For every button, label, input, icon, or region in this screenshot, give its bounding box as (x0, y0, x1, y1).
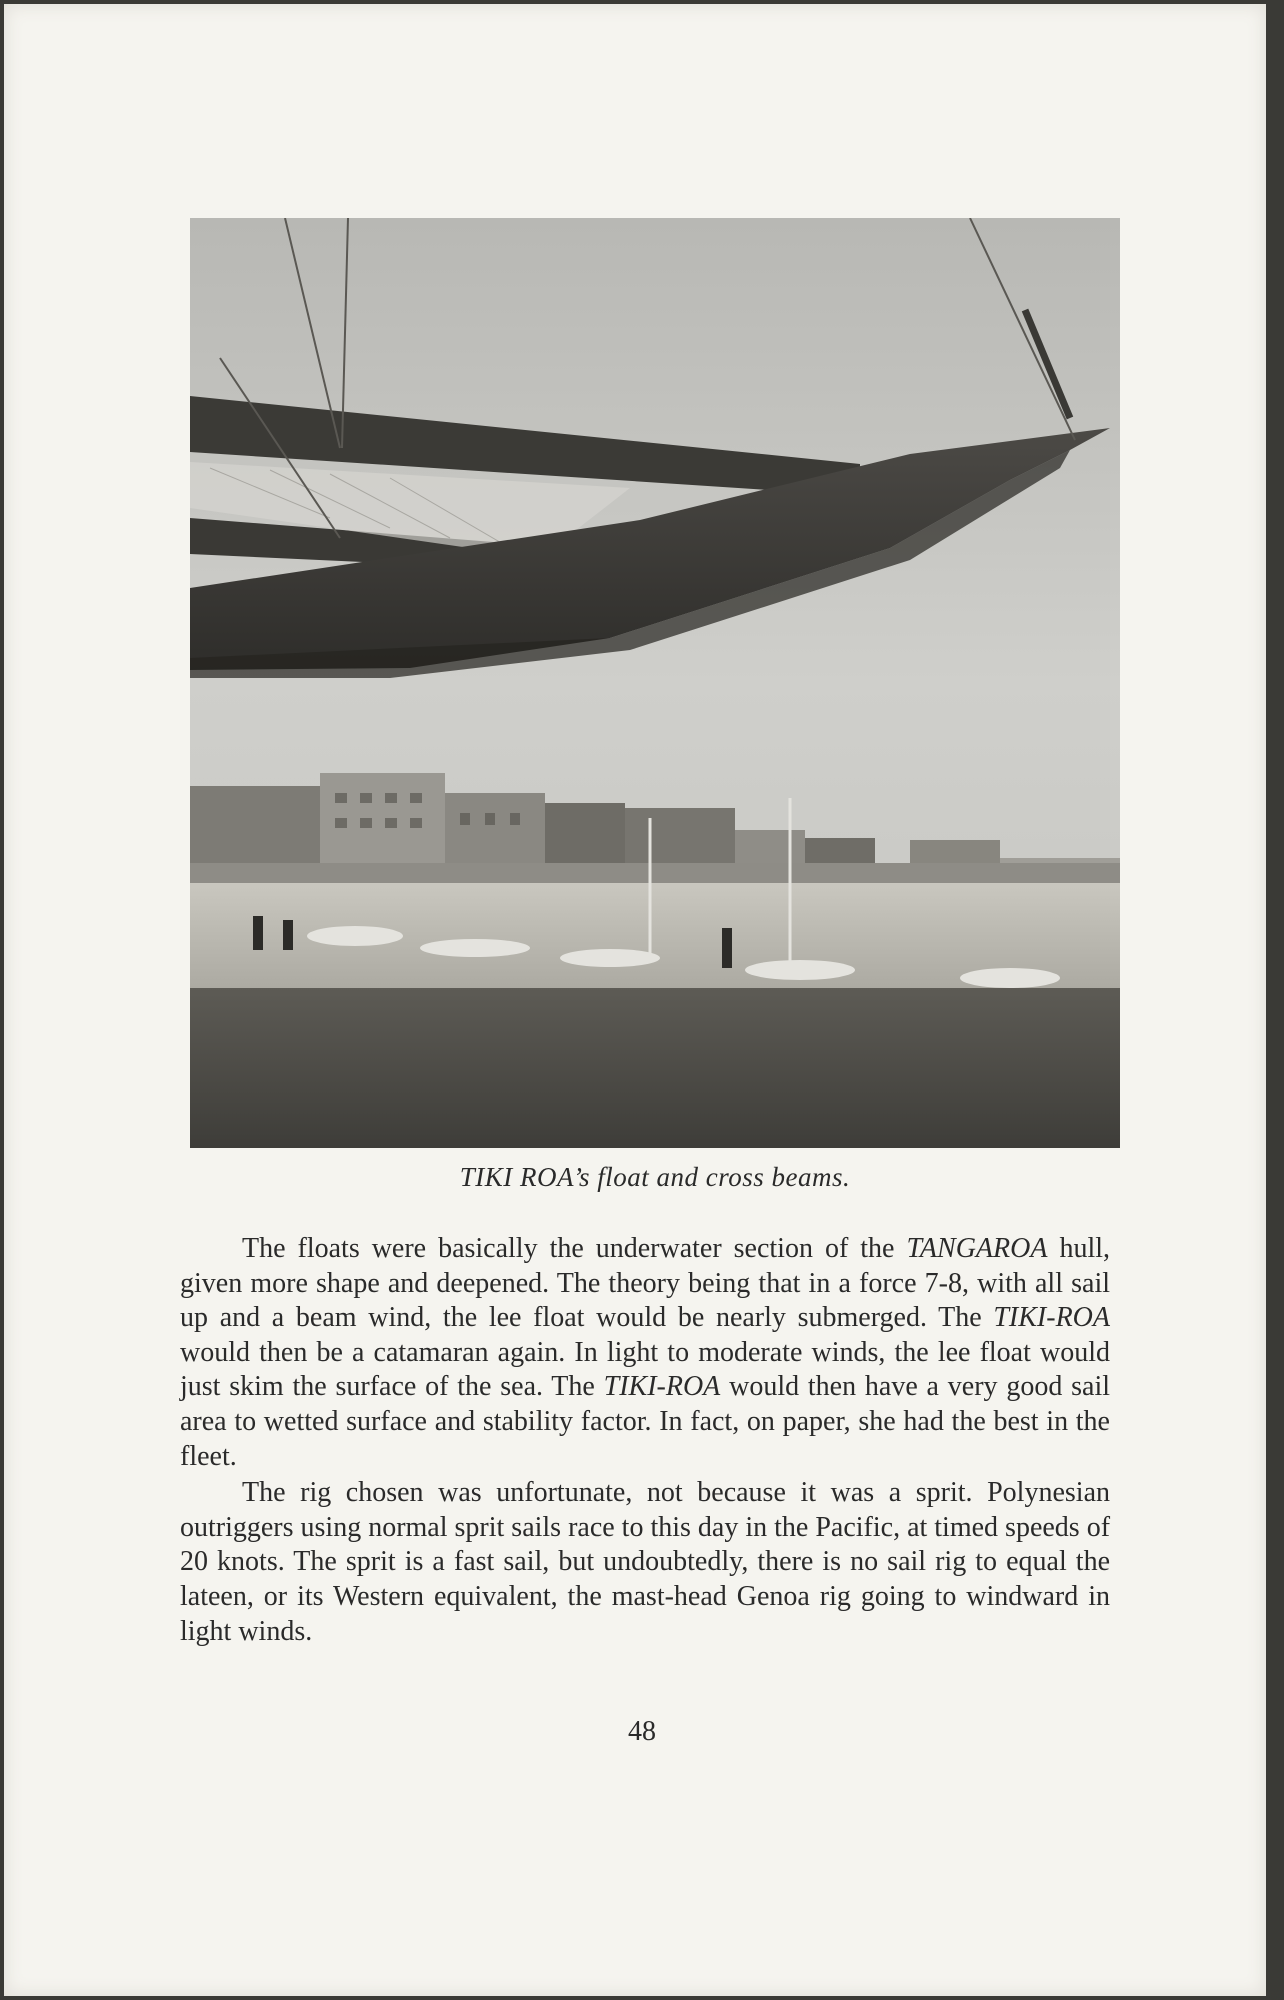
paragraph-text: would then be a catamaran again. In light to moderate winds, the lee float would just skim the surface of the sea. The (180, 1336, 1110, 1403)
photo-caption (190, 1162, 1120, 1193)
caption-text: ’s float and cross beams. (572, 1162, 851, 1192)
paragraph-text: The floats were basically the underwater section of the (242, 1233, 907, 1264)
paragraph-text: would then have a very good sail area to wetted surface and stability factor. In fact, on paper, she had the best in the fleet. (180, 1371, 1110, 1472)
vessel-name: TANGAROA (906, 1233, 1048, 1264)
caption-vessel-name: TIKI ROA (459, 1162, 573, 1192)
vessel-name: TIKI-ROA (603, 1371, 721, 1403)
page-number: 48 (628, 1716, 656, 1747)
body-text (180, 1232, 1110, 1649)
paragraph-rig: The rig chosen was unfortunate, not because it was a sprit. Polynesian outriggers using normal sprit sails race to this day in the Pacific, at timed speeds of 20 knots. The sprit is a fast sail, but undoubtedly, there is no sail rig to equal the lateen, or its Western equivalent, the mast-head Genoa rig going to windward in light winds. (180, 1477, 1111, 1647)
paragraph-text: hull, given more shape and deepened. The theory being that in a force 7-8, with all sail up and a beam wind, the lee float would be nearly submerged. The (180, 1233, 1111, 1334)
photo-tiki-roa-float (190, 218, 1120, 1148)
vessel-name: TIKI-ROA (993, 1302, 1110, 1334)
paragraph-floats (180, 1232, 1110, 1474)
